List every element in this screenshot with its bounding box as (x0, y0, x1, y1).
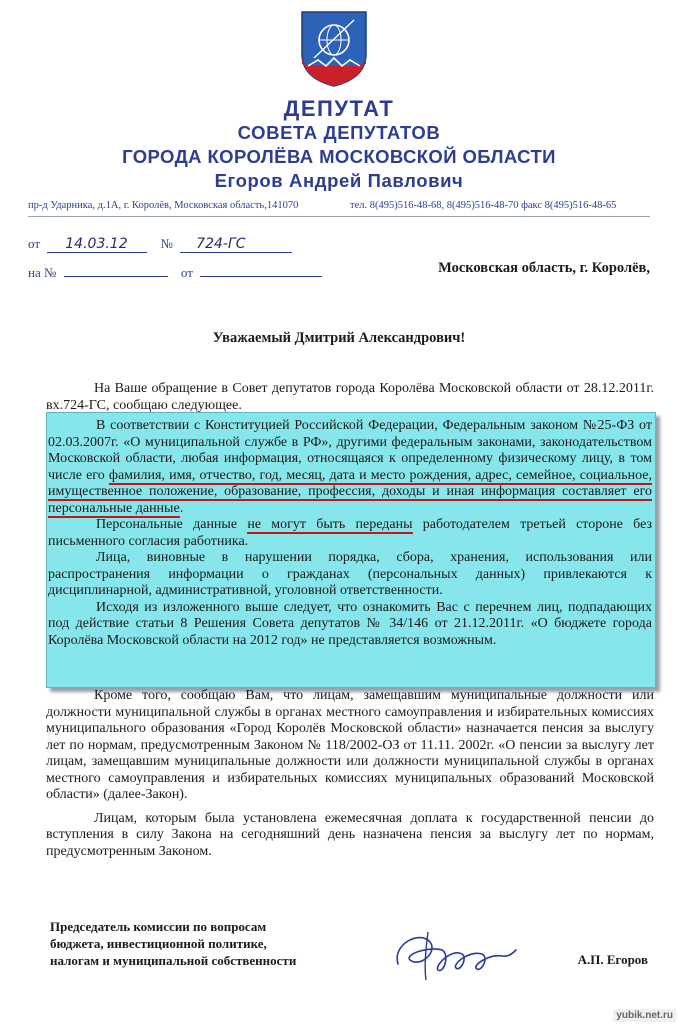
supplement-paragraph: Лицам, которым была установлена ежемесячная доплата к государственной пенсии до вступления в силу Закона на сегодняшний день назначена пенсия за выслугу лет по нормам, предусмотренным Законом. (46, 810, 654, 859)
header-title: ДЕПУТАТ (283, 96, 395, 121)
definition-period: . (179, 500, 184, 516)
signatory-line-2: бюджета, инвестиционной политике, (50, 936, 267, 951)
personal-data-definition (48, 418, 652, 517)
pension-paragraph: Кроме того, сообщаю Вам, что лицам, замещавшим муниципальные должности или должности муниципальной службы в органах местного самоуправления и избирательных комиссиях муниципального образования «Город Королёв Московской области» назначается пенсия за выслугу лет по нормам, предусмотренным Законом № 118/2002-ОЗ от 11.11. 2002г. «О пенсии за выслугу лет лицам, замещавшим муниципальные должности или должности муниципальной службы в органах местного самоуправления и избирательных комиссиях муниципальных образований Московской области» (далее-Закон). (46, 688, 654, 802)
header-address: пр-д Ударника, д.1А, г. Королёв, Московская область,141070 (28, 200, 299, 211)
header-city: ГОРОДА КОРОЛЁВА МОСКОВСКОЙ ОБЛАСТИ (122, 146, 556, 167)
place-of-issue: Московская область, г. Королёв, (438, 260, 650, 276)
signatory-title (50, 918, 296, 969)
watermark: yubik.net.ru (613, 1009, 676, 1022)
transfer-ban (48, 517, 652, 550)
signatory-line-1: Председатель комиссии по вопросам (50, 919, 267, 934)
refusal-paragraph: Исходя из изложенного выше следует, что ознакомить Вас с перечнем лиц, подпадающих под действие статьи 8 Решения Совета депутатов № 34/146 от 21.12.2011г. «О бюджете города Королёва Московской области на 2012 год» не представляется возможным. (48, 599, 652, 648)
handwritten-signature (390, 924, 520, 984)
highlighted-text (48, 418, 652, 649)
intro-text: На Ваше обращение в Совет депутатов города Королёва Московской области от 28.12.2011г. вх.724-ГС, сообщаю следующее. (46, 381, 654, 413)
intro-paragraph (46, 381, 654, 414)
liability-paragraph: Лица, виновные в нарушении порядка, сбора, хранения, использования или распространения информации о гражданах (персональных данных) привлекаются к дисциплинарной, административной, уголовной ответственности. (48, 550, 652, 598)
reply-date-field (200, 262, 322, 277)
reply-num-field (64, 262, 168, 277)
reply-label: на № (28, 265, 57, 280)
registration-row-from (28, 236, 292, 253)
definition-underlined: фамилия, имя, отчество, год, месяц, дата и место рождения, адрес, семейное, социальное, имущественное положение, образование, профессия, доходы и иная информация составляет его персональные данные (48, 467, 652, 516)
num-label: № (160, 236, 173, 251)
signatory-name: А.П. Егоров (577, 952, 648, 967)
from-date-value: 14.03.12 (65, 236, 128, 252)
transfer-ban-underlined: не могут быть переданы (247, 517, 413, 532)
header-divider (28, 216, 650, 217)
transfer-ban-tail: работодателем третьей стороне без письменного согласия работника. (48, 517, 653, 549)
from-label: от (28, 236, 41, 251)
from-date-field (47, 236, 147, 253)
registration-row-reply (28, 262, 322, 281)
header-phones: тел. 8(495)516-48-68, 8(495)516-48-70 факс 8(495)516-48-65 (350, 200, 617, 211)
transfer-ban-lead: Персональные данные (96, 517, 238, 532)
definition-text: В соответствии с Конституцией Российской Федерации, Федеральным законом №25-ФЗ от 02.03.2007г. «О муниципальной службе в РФ», другими федеральным законами, законодательством Московской области, любая информация, относящаяся к определенному физическому лицу, в том числе его (48, 418, 652, 483)
body-text (46, 688, 654, 860)
greeting: Уважаемый Дмитрий Александрович! (212, 330, 466, 346)
header-council: СОВЕТА ДЕПУТАТОВ (237, 122, 441, 143)
signatory-line-3: налогам и муниципальной собственности (50, 953, 297, 968)
header-deputy-name: Егоров Андрей Павлович (214, 170, 464, 191)
num-field (180, 236, 292, 253)
reply-from-label: от (180, 265, 193, 280)
num-value: 724-ГС (196, 236, 246, 252)
coat-of-arms-icon (298, 8, 370, 88)
